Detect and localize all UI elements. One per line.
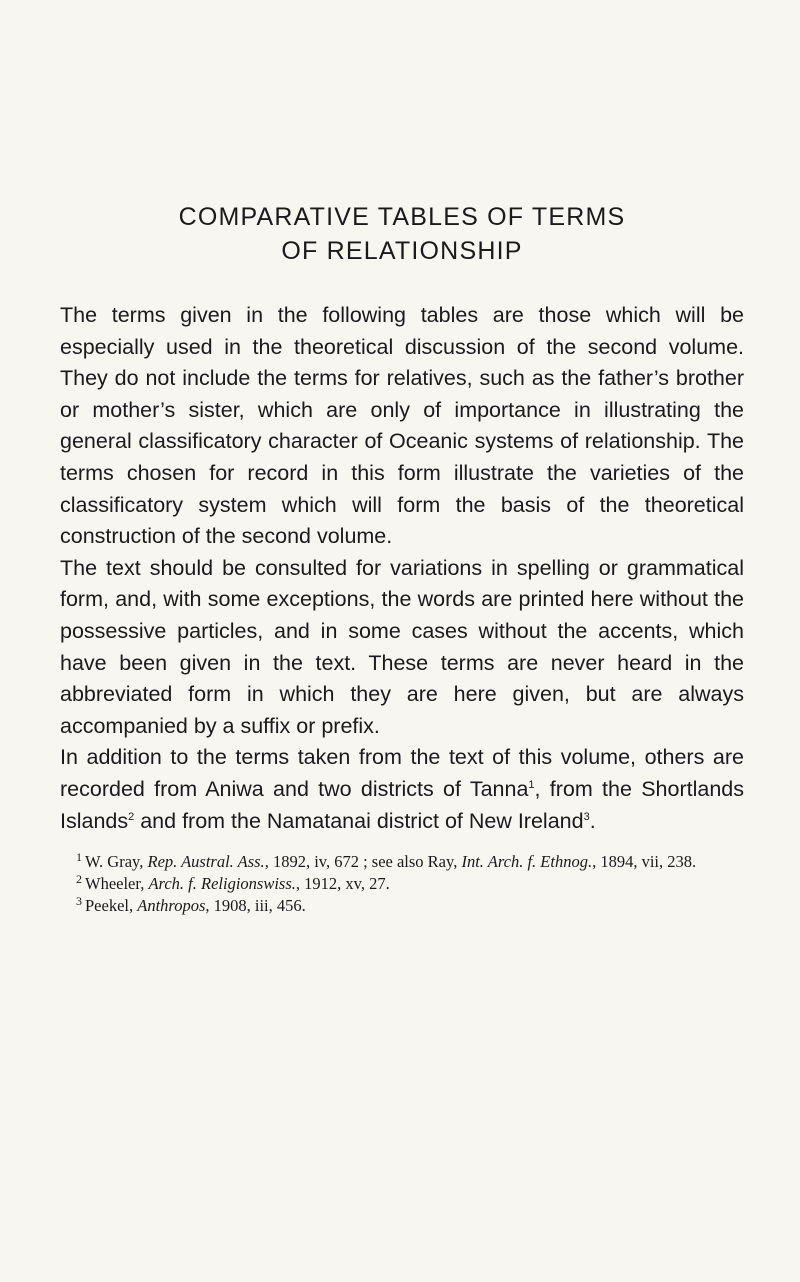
footnote-ref-2: 2 [128,810,135,823]
title-line-1: COMPARATIVE TABLES OF TERMS [178,203,626,231]
paragraph-2: The text should be consulted for variations in spelling or grammatical form, and, with some exceptions, the words are printed here without the possessive particles, and in some cases without the accents, which have been given in the text. These terms are never heard in the abbreviated form in which they are here given, but are always accompanied by a suffix or prefix. [60,555,744,738]
paragraph-3-part-3: and from the Namatanai district of New Ireland [134,808,584,833]
footnotes [60,851,744,917]
page [60,200,744,917]
footnote-1-author: W. Gray, [85,852,148,872]
footnote-1-rest-2: , 1894, vii, 238. [592,852,697,872]
footnote-1 [60,851,744,873]
body-text [60,300,744,837]
paragraph-3-part-4: . [589,808,596,833]
footnote-ref-1: 1 [528,778,535,791]
footnote-1-rest: , 1892, iv, 672 ; see also Ray, [264,852,462,872]
footnote-2-author: Wheeler, [85,874,149,894]
footnote-3-author: Peekel, [85,896,138,916]
paragraph-3 [60,742,744,837]
footnote-ref-3: 3 [583,810,590,823]
footnote-2-source: Arch. f. Religionswiss. [148,874,296,894]
page-title [60,200,744,268]
footnote-2-rest: , 1912, xv, 27. [295,874,390,894]
footnote-1-source-2: Int. Arch. f. Ethnog. [461,852,593,872]
paragraph-1: The terms given in the following tables are those which will be especially used in the theoretical discussion of the second volume. They do not include the terms for relatives, such as the father’s brother or mother’s sister, which are only of importance in illustrating the general classificatory character of Oceanic systems of relationship. The terms chosen for record in this form illustrate the varieties of the classificatory system which will form the basis of the theoretical construction of the second volume. [60,303,744,549]
footnote-1-source: Rep. Austral. Ass. [147,852,265,872]
title-line-2: OF RELATIONSHIP [281,237,523,265]
paragraph-3-part-1: In addition to the terms taken from the text of this volume, others are recorded from Aniwa and two districts of Tanna [60,745,744,801]
paragraph-3-part-2: , from the Shortlands Islands [60,776,744,833]
footnote-3-mark: 3 [76,893,82,908]
footnote-2 [60,873,744,895]
footnote-3-source: Anthropos [137,896,206,916]
footnote-1-mark: 1 [76,849,82,864]
footnote-3-rest: , 1908, iii, 456. [205,896,306,916]
footnote-3 [60,895,744,917]
footnote-2-mark: 2 [76,871,82,886]
